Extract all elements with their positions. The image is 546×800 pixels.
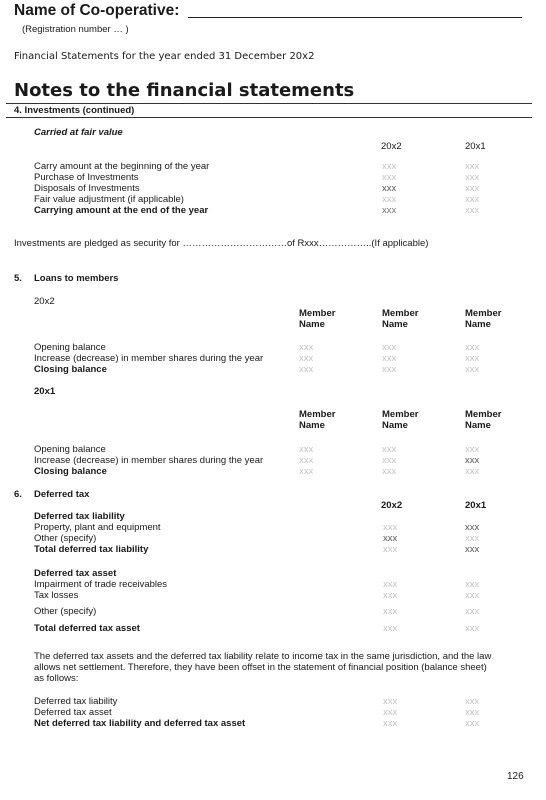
page-number: 126 <box>507 771 524 782</box>
investments-col-20x1: 20x1 <box>465 141 486 152</box>
loans-number: 5. <box>14 273 22 284</box>
cooperative-name-label: Name of Co-operative: <box>14 2 180 19</box>
cooperative-name-blank <box>188 17 522 18</box>
loans-rows-20x2: Opening balance Increase (decrease) in member shares during the year Closing balance <box>34 342 264 375</box>
investments-values-20x1: xxx xxx xxx xxx xxx <box>465 161 480 216</box>
member-name-header: Member Name <box>465 308 502 330</box>
investments-heading: 4. Investments (continued) <box>14 105 135 116</box>
pledged-note: Investments are pledged as security for ……………………………of Rxxx……………..(If applicable) <box>14 238 429 249</box>
deferred-liability-block: Deferred tax liability Property, plant and equipment Other (specify) Total deferred tax liability <box>34 511 161 555</box>
deferred-heading: Deferred tax <box>34 489 90 500</box>
deferred-asset-values-20x1: xxx xxx <box>465 579 480 601</box>
registration-number: (Registration number … ) <box>22 24 129 35</box>
loans-values: xxx xxx xxx <box>465 342 480 375</box>
loans-rows-20x1: Opening balance Increase (decrease) in member shares during the year Closing balance <box>34 444 264 477</box>
investments-col-20x2: 20x2 <box>381 141 402 152</box>
net-deferred-block: Deferred tax liability Deferred tax asset Net deferred tax liability and deferred tax asset <box>34 696 246 729</box>
loans-values: xxx xxx xxx <box>382 444 397 477</box>
financial-statements-period: Financial Statements for the year ended 31 December 20x2 <box>14 51 315 62</box>
net-values-20x1: xxx xxx xxx <box>465 696 480 729</box>
investments-row: Carry amount at the beginning of the year Purchase of Investments Disposals of Investments Fair value adjustment (if applicable) Carrying amount at the end of the year <box>34 161 210 216</box>
member-name-header: Member Name <box>465 409 502 431</box>
deferred-asset-total-value: xxx <box>465 623 480 634</box>
title-rule <box>6 103 532 104</box>
deferred-asset-values-20x2: xxx xxx <box>383 579 398 601</box>
deferred-asset-other: Other (specify) <box>34 606 97 617</box>
member-name-header: Member Name <box>299 308 336 330</box>
net-values-20x2: xxx xxx xxx <box>383 696 398 729</box>
loans-values: xxx xxx xxx <box>382 342 397 375</box>
deferred-col-20x1: 20x1 <box>465 500 487 511</box>
investments-values-20x2: xxx xxx xxx xxx xxx <box>382 161 397 216</box>
member-name-header: Member Name <box>382 409 419 431</box>
section-rule <box>6 117 532 118</box>
deferred-asset-other-value: xxx <box>383 606 398 617</box>
member-name-header: Member Name <box>299 409 336 431</box>
deferred-col-20x2: 20x2 <box>381 500 403 511</box>
deferred-asset-other-value: xxx <box>465 606 480 617</box>
deferred-liability-values-20x1: xxx xxx xxx <box>465 522 480 555</box>
deferred-liability-values-20x2: xxx xxx xxx <box>383 522 398 555</box>
member-name-header: Member Name <box>382 308 419 330</box>
offset-paragraph: The deferred tax assets and the deferred tax liability relate to income tax in the same jurisdiction, and the law allows net settlement. Therefore, they have been offset in the statement of financial position (balance sheet) as follows: <box>34 651 492 684</box>
loans-year-20x1: 20x1 <box>34 386 56 397</box>
deferred-asset-block: Deferred tax asset Impairment of trade receivables Tax losses <box>34 568 168 601</box>
deferred-asset-total-value: xxx <box>383 623 398 634</box>
loans-values: xxx xxx xxx <box>299 342 314 375</box>
deferred-asset-total: Total deferred tax asset <box>34 623 140 634</box>
deferred-number: 6. <box>14 489 22 500</box>
page-title: Notes to the financial statements <box>14 80 355 101</box>
fair-value-subheading: Carried at fair value <box>34 127 123 138</box>
loans-values: xxx xxx xxx <box>465 444 480 477</box>
loans-year-20x2: 20x2 <box>34 296 55 307</box>
loans-values: xxx xxx xxx <box>299 444 314 477</box>
loans-heading: Loans to members <box>34 273 119 284</box>
